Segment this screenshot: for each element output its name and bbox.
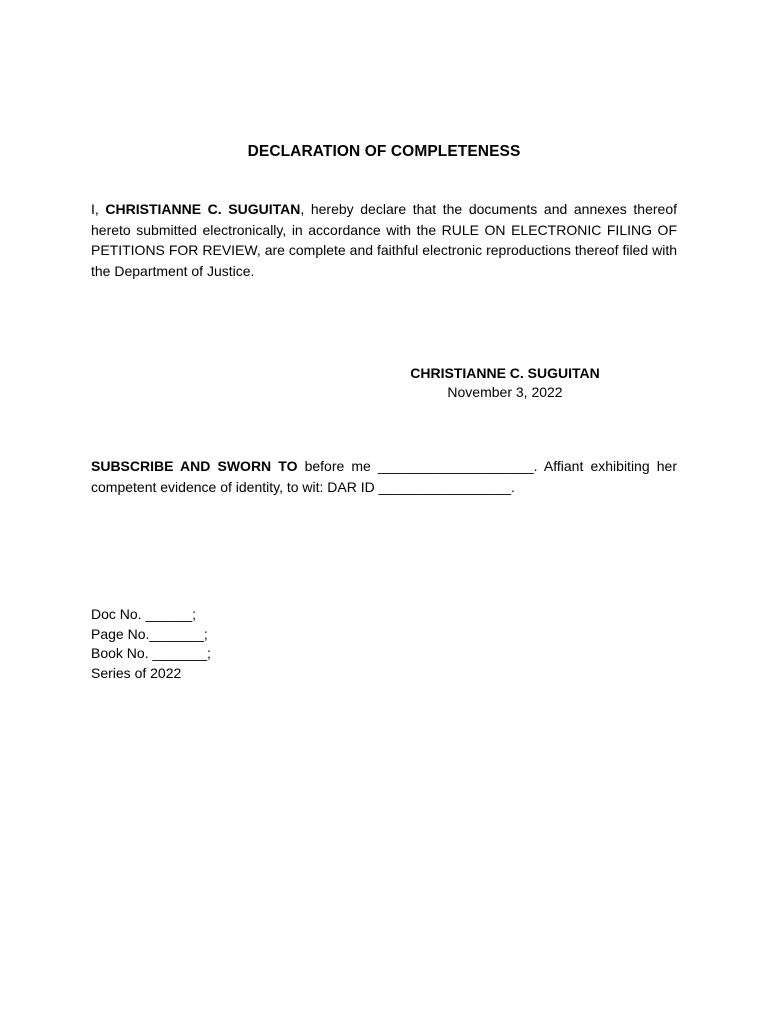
signatory-name: CHRISTIANNE C. SUGUITAN: [410, 365, 600, 381]
declaration-body: , hereby declare that the documents and annexes thereof hereto submitted electronically, in accordance with the RULE ON ELECTRONIC FILING OF PETITIONS FOR REVIEW, are complete and faithful electronic reproductions thereof filed with the Department of Justice.: [91, 201, 677, 279]
page-number: Page No._______;: [91, 625, 208, 642]
signature-date: November 3, 2022: [447, 384, 563, 400]
book-number: Book No. _______;: [91, 645, 211, 661]
doc-number: Doc No. ______;: [91, 606, 197, 622]
jurat-paragraph: [91, 456, 677, 497]
declaration-paragraph: [91, 199, 677, 281]
series-year: Series of 2022: [91, 664, 182, 681]
notarial-register: [91, 605, 211, 683]
declaration-prefix: I,: [91, 201, 106, 217]
jurat-body: before me ____________________. Affiant exhibiting her competent evidence of identity, to wit: DAR ID _________________.: [91, 458, 677, 495]
document-title: DECLARATION OF COMPLETENESS: [247, 143, 521, 160]
jurat-lead: SUBSCRIBE AND SWORN TO: [91, 458, 298, 474]
declarant-name: CHRISTIANNE C. SUGUITAN: [105, 201, 301, 217]
